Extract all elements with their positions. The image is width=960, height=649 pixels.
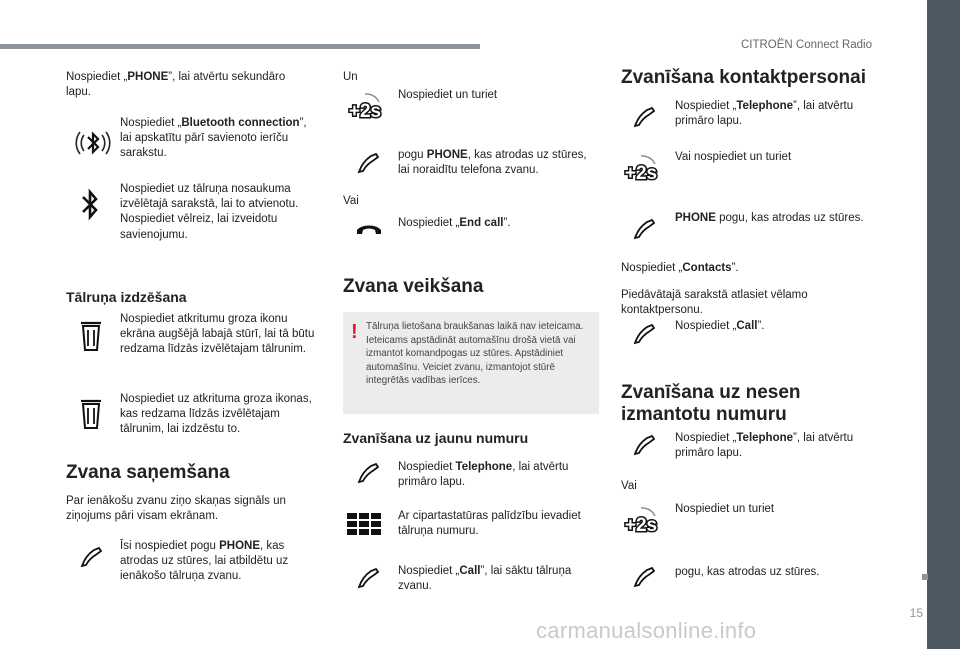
trash-icon (80, 398, 102, 430)
phone-handset-icon (357, 152, 379, 174)
contact-step-1: Nospiediet „Telephone”, lai atvērtu primāro lapu. (675, 100, 854, 128)
and-label: Un (343, 71, 358, 83)
warning-icon: ! (351, 321, 358, 343)
bluetooth-connection-text: Nospiediet „Bluetooth connection”, lai apskatītu pārī savienoto ierīču sarakstu. (120, 117, 307, 160)
bluetooth-circle-icon (74, 124, 112, 162)
bluetooth-icon (80, 188, 100, 222)
new-number-step-1: Nospiediet Telephone, lai atvērtu primāro lapu. (398, 461, 569, 489)
or-label: Vai (621, 480, 637, 492)
connect-text: Nospiediet uz tālruņa nosaukuma izvēlētajā sarakstā, lai to atvienotu. Nospiediet vēlreiz, lai izveidotu savienojumu. (120, 183, 299, 241)
intro-paragraph: Nospiediet „PHONE”, lai atvērtu sekundāro lapu. (66, 71, 286, 99)
recent-step-1: Nospiediet „Telephone”, lai atvērtu primāro lapu. (675, 432, 854, 460)
receive-answer-text: Īsi nospiediet pogu PHONE, kas atrodas uz stūres, lai atbildētu uz ienākošo tālruņa zvanu. (120, 540, 289, 583)
new-number-step-2: Ar cipartastatūras palīdzību ievadiet tālruņa numuru. (398, 510, 581, 538)
reject-text: pogu PHONE, kas atrodas uz stūres, lai noraidītu telefona zvanu. (398, 149, 587, 177)
recent-step-3: pogu, kas atrodas uz stūres. (675, 566, 820, 578)
phone-handset-icon (633, 106, 655, 128)
hold-2s-icon (620, 506, 662, 538)
page-number: 15 (909, 606, 923, 620)
header-rule (0, 44, 480, 49)
trash-icon (80, 320, 102, 352)
brand-label: CITROËN Connect Radio (740, 39, 872, 51)
warning-text: Tālruņa lietošana braukšanas laikā nav ieteicama. Ieteicams apstādināt automašīnu drošā vietā vai izmantot komandpogas uz stūres. Apstādiniet automašīnu. Veiciet zvanu, izmantojot stūrē integrētās vadības ierīces. (366, 321, 584, 387)
hold-2s-icon (620, 154, 662, 186)
phone-handset-icon (633, 434, 655, 456)
phone-handset-icon (633, 323, 655, 345)
svg-text:+2s: +2s (624, 163, 658, 184)
contact-step-4: Nospiediet „Contacts”. (621, 262, 739, 274)
receive-heading: Zvana saņemšana (66, 462, 230, 483)
or-label: Vai (343, 195, 359, 207)
watermark: carmanualsonline.info (536, 618, 757, 643)
new-number-heading: Zvanīšana uz jaunu numuru (343, 430, 529, 446)
hold-2s-icon (344, 92, 386, 124)
contact-call-heading: Zvanīšana kontaktpersonai (621, 67, 866, 88)
svg-text:+2s: +2s (348, 101, 382, 122)
recent-number-heading: Zvanīšana uz nesen izmantotu numuru (621, 382, 801, 425)
delete-step-2: Nospiediet uz atkrituma groza ikonas, kas redzama līdzās izvēlētajam tālrunim, lai izdzēstu to. (120, 393, 312, 436)
svg-text:+2s: +2s (624, 515, 658, 536)
contact-step-5: Piedāvātajā sarakstā atlasiet vēlamo kontaktpersonu. (621, 289, 808, 317)
contact-step-2: Vai nospiediet un turiet (675, 151, 792, 163)
phone-handset-icon (633, 566, 655, 588)
page-marker (922, 574, 928, 580)
phone-handset-icon (357, 462, 379, 484)
end-call-text: Nospiediet „End call”. (398, 217, 511, 229)
phone-handset-icon (633, 218, 655, 240)
end-call-icon (356, 222, 382, 236)
new-number-step-3: Nospiediet „Call”, lai sāktu tālruņa zvanu. (398, 565, 572, 593)
delete-heading: Tālruņa izdzēšana (66, 289, 187, 305)
hold-text: Nospiediet un turiet (398, 89, 498, 101)
recent-step-2: Nospiediet un turiet (675, 503, 775, 515)
contact-step-6: Nospiediet „Call”. (675, 320, 765, 332)
delete-step-1: Nospiediet atkritumu groza ikonu ekrāna augšējā labajā stūrī, lai tā būtu redzama līdzās izvēlētajam tālrunim. (120, 313, 315, 356)
phone-handset-icon (357, 567, 379, 589)
phone-handset-icon (80, 546, 102, 568)
receive-intro: Par ienākošu zvanu ziņo skaņas signāls un ziņojums pāri visam ekrānam. (66, 495, 286, 523)
side-tab (927, 0, 960, 649)
contact-step-3: PHONE pogu, kas atrodas uz stūres. (675, 212, 864, 224)
keypad-icon (347, 513, 381, 535)
make-call-heading: Zvana veikšana (343, 276, 484, 297)
